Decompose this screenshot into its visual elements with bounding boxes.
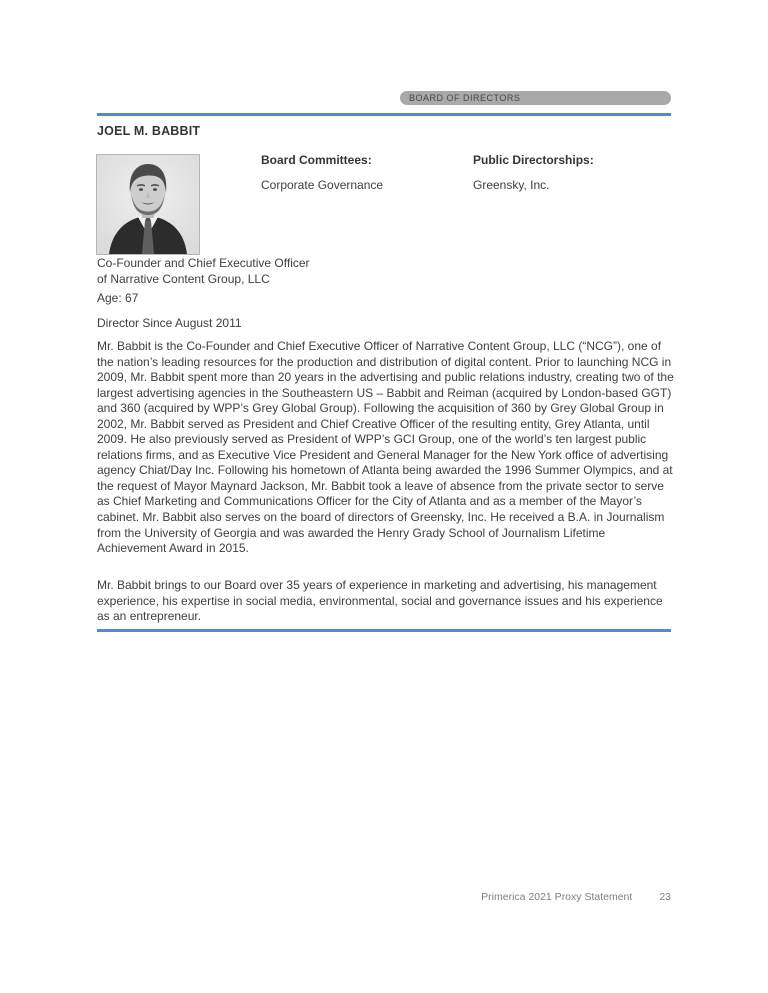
director-photo (97, 155, 199, 254)
section-banner (400, 91, 671, 105)
public-directorships-value: Greensky, Inc. (473, 178, 550, 192)
board-committees-value: Corporate Governance (261, 178, 384, 192)
portrait-image (97, 155, 199, 254)
bio-paragraph-2: Mr. Babbit brings to our Board over 35 years of experience in marketing and advertising, his management experience, his expertise in social media, environmental, social and governance issues and his experience as an entrepreneur. (97, 578, 663, 624)
board-committees-heading: Board Committees: (261, 153, 372, 167)
director-since: Director Since August 2011 (97, 316, 242, 330)
footer-page-number: 23 (659, 891, 671, 903)
director-age: Age: 67 (97, 291, 139, 305)
director-name: JOEL M. BABBIT (97, 124, 201, 138)
director-title-line1: Co-Founder and Chief Executive Officer (97, 256, 310, 270)
bottom-divider-rule (97, 629, 671, 632)
director-title-line2: of Narrative Content Group, LLC (97, 271, 270, 286)
public-directorships-heading: Public Directorships: (473, 153, 594, 167)
footer-document-title: Primerica 2021 Proxy Statement (481, 891, 633, 903)
bio-paragraph-1: Mr. Babbit is the Co-Founder and Chief Executive Officer of Narrative Content Group, LLC (“NCG”), one of the nation’s leading resources for the production and distribution of digital content. Prior to launching NCG in 2009, Mr. Babbit spent more than 20 years in the advertising and public relations industry, creating two of the largest advertising agencies in the Southeastern US – Babbit and Reiman (acquired by London-based GGT) and 360 (acquired by WPP’s Grey Global Group). Following the acquisition of 360 by Grey Global Group in 2002, Mr. Babbit served as President and Chief Creative Officer of the resulting entity, Grey Atlanta, until 2009. He also previously served as President of WPP’s GCI Group, one of the world’s ten largest public relations firms, and as Executive Vice President and General Manager for the New York office of advertising agency Chiat/Day Inc. Following his hometown of Atlanta being awarded the 1996 Summer Olympics, and at the request of Mayor Maynard Jackson, Mr. Babbit took a leave of absence from the private sector to serve as Chief Marketing and Communications Officer for the City of Atlanta and as a member of the Mayor’s cabinet. Mr. Babbit also serves on the board of directors of Greensky, Inc. He received a B.A. in Journalism from the University of Georgia and was awarded the Henry Grady School of Journalism Lifetime Achievement Award in 2015. (97, 339, 674, 556)
page-footer (481, 891, 671, 903)
top-divider-rule (97, 113, 671, 116)
section-banner-label: BOARD OF DIRECTORS (409, 92, 521, 103)
